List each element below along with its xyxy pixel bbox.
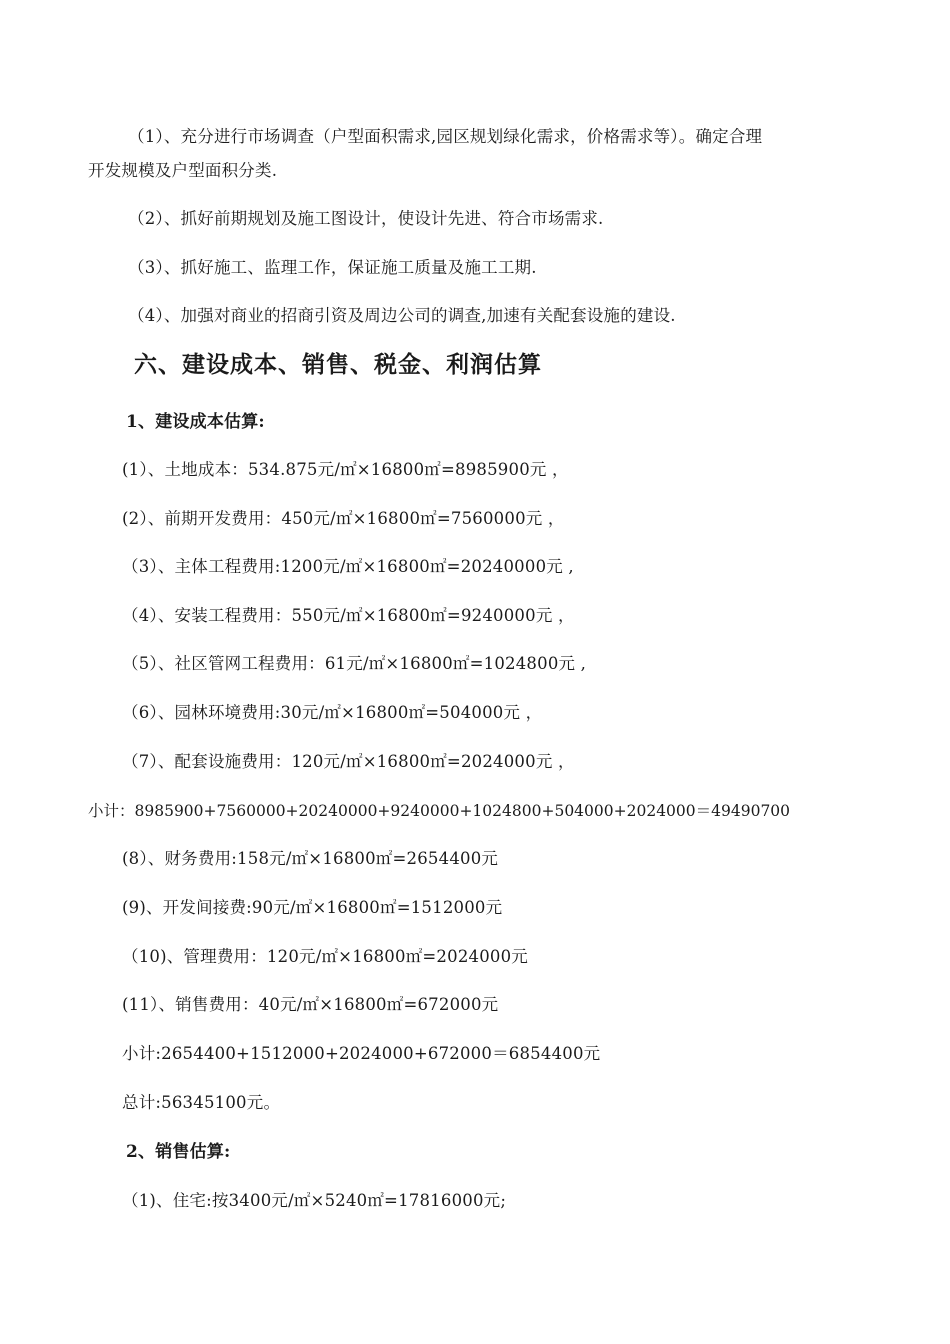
cost-item-2: (2）、前期开发费用：450元/㎡×16800㎡=7560000元 ，	[122, 509, 565, 528]
cost-item-1: (1）、土地成本：534.875元/㎡×16800㎡=8985900元 ，	[122, 460, 569, 479]
cost-item-7: （7）、配套设施费用：120元/㎡×16800㎡=2024000元 ，	[122, 752, 575, 771]
cost-subtotal-2: 小计:2654400+1512000+2024000+672000＝6854400元	[122, 1044, 601, 1063]
cost-total: 总计:56345100元。	[122, 1093, 281, 1112]
intro-paragraph-1-line-1: （1）、充分进行市场调查（户型面积需求,园区规划绿化需求，价格需求等）。确定合理	[128, 127, 763, 146]
intro-paragraph-2: （2）、抓好前期规划及施工图设计，使设计先进、符合市场需求.	[128, 209, 604, 228]
cost-item-11: (11）、销售费用：40元/㎡×16800㎡=672000元	[122, 995, 499, 1014]
cost-subtotal-1: 小计：8985900+7560000+20240000+9240000+1024800+504000+2024000＝49490700	[88, 802, 791, 820]
section-title: 六、建设成本、销售、税金、利润估算	[134, 351, 542, 378]
intro-paragraph-3: （3）、抓好施工、监理工作，保证施工质量及施工工期.	[128, 258, 537, 277]
intro-paragraph-1-line-2: 开发规模及户型面积分类.	[88, 161, 278, 180]
cost-item-8: (8）、财务费用:158元/㎡×16800㎡=2654400元	[122, 849, 499, 868]
cost-item-10: （10)、管理费用：120元/㎡×16800㎡=2024000元	[122, 947, 529, 966]
cost-item-6: （6）、园林环境费用:30元/㎡×16800㎡=504000元 ，	[122, 703, 543, 722]
cost-item-5: （5）、社区管网工程费用：61元/㎡×16800㎡=1024800元 ,	[122, 654, 587, 673]
cost-item-9: (9)、开发间接费:90元/㎡×16800㎡=1512000元	[122, 898, 503, 917]
sales-heading: 2、销售估算:	[126, 1142, 231, 1162]
cost-heading: 1、建设成本估算:	[126, 412, 265, 432]
cost-item-4: （4）、安装工程费用：550元/㎡×16800㎡=9240000元 ，	[122, 606, 575, 625]
cost-item-3: （3）、主体工程费用:1200元/㎡×16800㎡=20240000元 ,	[122, 557, 574, 576]
sales-item-1: （1)、住宅:按3400元/㎡×5240㎡=17816000元;	[122, 1191, 507, 1210]
intro-paragraph-4: （4）、加强对商业的招商引资及周边公司的调查,加速有关配套设施的建设.	[128, 306, 676, 325]
